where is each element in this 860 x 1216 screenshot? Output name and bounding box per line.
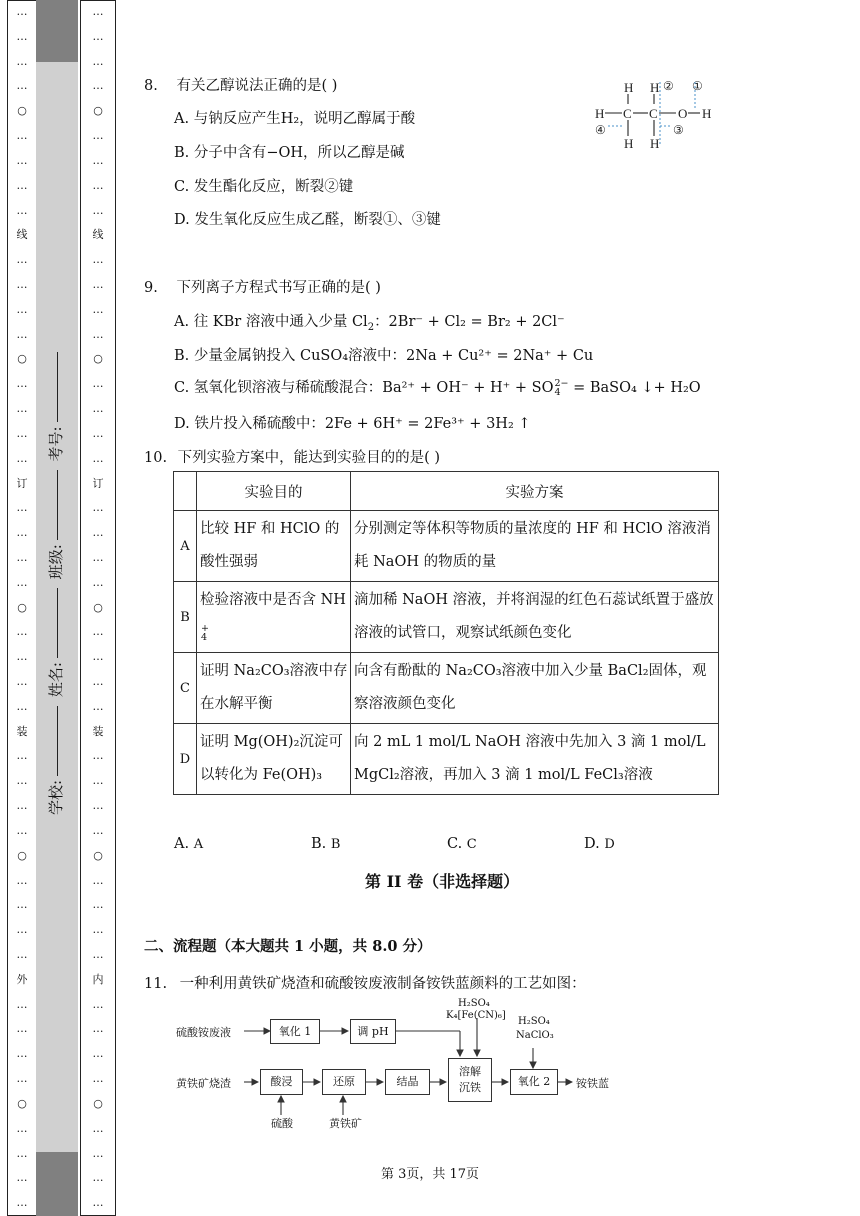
struct-bond-4: ④ [595, 123, 606, 137]
outer-binding-mark: … [16, 550, 28, 564]
table-header-goal: 实验目的 [197, 472, 351, 511]
flow-reagent-top-1: H₂SO₄ [458, 998, 490, 1009]
q9-option-a[interactable]: A. 往 KBr 溶液中通入少量 $Cl_2$：2Br⁻ + Cl₂ = Br₂ + 2Cl⁻ [174, 314, 565, 333]
row-goal-b [197, 582, 351, 653]
table-header-blank [174, 472, 197, 511]
inner-binding-mark: … [92, 451, 104, 465]
q9-option-a-equation: ：2Br⁻ + Cl₂ = Br₂ + 2Cl⁻ [374, 314, 565, 330]
outer-binding-mark: … [16, 1022, 28, 1036]
outer-binding-mark: … [16, 5, 28, 18]
inner-binding-mark: … [92, 1121, 104, 1135]
outer-binding-mark: … [16, 526, 28, 540]
flow-input-1: 硫酸铵废液 [176, 1026, 231, 1039]
outer-binding-mark: 线 [16, 228, 28, 242]
inner-binding-mark: ○ [93, 600, 103, 614]
flow-box-acid-leach: 酸浸 [260, 1069, 303, 1095]
q9-option-d[interactable] [174, 412, 531, 433]
q10-answer-d[interactable] [584, 836, 615, 852]
q8-option-d[interactable] [174, 208, 441, 229]
exam-no-label: 考号: [47, 426, 65, 462]
row-goal-b-sub: 4 [201, 632, 208, 643]
outer-binding-mark: 装 [16, 724, 28, 738]
part2-title: 第 II 卷（非选择题） [365, 872, 520, 891]
inner-binding-mark: … [92, 327, 104, 341]
flow-input-2: 黄铁矿烧渣 [176, 1077, 231, 1090]
row-label-b: B [174, 582, 197, 653]
row-goal-b-text: 检验溶液中是否含 NH [200, 592, 346, 608]
struct-h-bot2: H [650, 136, 660, 151]
flow-arrows [170, 998, 630, 1128]
q8-option-a[interactable] [174, 107, 415, 128]
outer-binding-mark: ○ [17, 600, 27, 614]
q9-option-d-text: 铁片投入稀硫酸中：2Fe + 6H⁺ = 2Fe³⁺ + 3H₂ ↑ [194, 416, 531, 432]
student-info-strip [36, 0, 78, 1216]
outer-binding-mark: … [16, 451, 28, 465]
inner-binding-mark: 线 [92, 228, 104, 242]
row-plan-a: 分别测定等体积等物质的量浓度的 HF 和 HClO 溶液消耗 NaOH 的物质的量 [351, 511, 719, 582]
outer-binding-mark: … [16, 1121, 28, 1135]
inner-binding-mark: … [92, 1171, 104, 1185]
name-label: 姓名: [47, 662, 65, 698]
row-goal-a: 比较 HF 和 HClO 的酸性强弱 [197, 511, 351, 582]
outer-binding-mark: … [16, 1047, 28, 1061]
table-row [174, 653, 719, 724]
outer-binding-mark: … [16, 650, 28, 664]
q11-stem-text: 一种利用黄铁矿烧渣和硫酸铵废液制备铵铁蓝颜料的工艺如图： [179, 976, 586, 992]
inner-binding-mark: … [92, 302, 104, 316]
table-header-plan: 实验方案 [351, 472, 719, 511]
outer-binding-mark: ○ [17, 352, 27, 366]
q8-option-c[interactable] [174, 175, 353, 196]
inner-binding-mark: … [92, 799, 104, 813]
struct-h-top1: H [624, 80, 634, 95]
inner-binding-mark: … [92, 575, 104, 589]
flow-box-oxidation-1: 氧化 1 [270, 1019, 320, 1044]
inner-binding-mark: … [92, 402, 104, 416]
class-label: 班级: [47, 544, 65, 580]
q10-answer-c-letter: C. [447, 836, 463, 852]
inner-binding-mark: … [92, 823, 104, 837]
q8-option-c-text: 发生酯化反应，断裂②键 [193, 179, 354, 195]
inner-binding-mark: … [92, 948, 104, 962]
q8-number: 8. [144, 78, 158, 94]
inner-binding-mark: … [92, 129, 104, 143]
outer-binding-mark: … [16, 253, 28, 267]
q11-number: 11. [144, 976, 168, 992]
flow-product: 铵铁蓝 [576, 1077, 609, 1090]
struct-bond-1: ① [692, 79, 703, 93]
flow-dissolve-bottom: 沉铁 [459, 1081, 481, 1094]
inner-binding-mark: … [92, 1146, 104, 1160]
outer-binding-mark: … [16, 1196, 28, 1210]
q9-number: 9. [144, 280, 158, 296]
row-goal-d: 证明 Mg(OH)₂沉淀可以转化为 Fe(OH)₃ [197, 724, 351, 795]
q9-option-a-letter: A. [174, 314, 190, 330]
inner-binding-mark: … [92, 153, 104, 167]
outer-binding-mark: … [16, 774, 28, 788]
row-plan-c: 向含有酚酞的 Na₂CO₃溶液中加入少量 BaCl₂固体，观察溶液颜色变化 [351, 653, 719, 724]
q10-answer-d-text: D [604, 837, 615, 852]
flow-below-leach: 硫酸 [271, 1117, 293, 1130]
inner-binding-mark: … [92, 277, 104, 291]
inner-binding-mark: … [92, 923, 104, 937]
outer-binding-mark: … [16, 948, 28, 962]
inner-binding-mark: 内 [92, 972, 104, 986]
outer-binding-mark: … [16, 1171, 28, 1185]
q9-option-c-text: 氢氧化钡溶液与稀硫酸混合：Ba²⁺ + OH⁻ + H⁺ + SO [193, 380, 554, 396]
outer-binding-mark: … [16, 823, 28, 837]
inner-binding-mark: … [92, 550, 104, 564]
flow-box-crystallize: 结晶 [385, 1069, 430, 1095]
inner-binding-mark: … [92, 699, 104, 713]
outer-binding-mark: … [16, 1146, 28, 1160]
q8-option-b-letter: B. [174, 145, 190, 161]
inner-binding-mark: 装 [92, 724, 104, 738]
q11-stem [144, 972, 586, 993]
row-label-d: D [174, 724, 197, 795]
inner-binding-marks [88, 0, 108, 1216]
q10-answer-a-letter: A. [174, 836, 190, 852]
school-label: 学校: [47, 779, 65, 815]
q8-option-a-letter: A. [174, 111, 190, 127]
row-goal-b-sup: + [201, 623, 209, 634]
q9-stem [144, 276, 381, 297]
outer-binding-mark: … [16, 873, 28, 887]
inner-binding-mark: … [92, 625, 104, 639]
q10-answer-d-letter: D. [584, 836, 600, 852]
outer-binding-mark: … [16, 575, 28, 589]
row-label-a: A [174, 511, 197, 582]
strip-band-bottom [36, 1152, 78, 1216]
q9-option-c-sub: 4 [554, 387, 561, 398]
outer-binding-mark: … [16, 501, 28, 515]
flow-reagent-ox2-2: NaClO₃ [516, 1030, 554, 1041]
q10-answer-a-text: A [193, 837, 204, 852]
inner-binding-mark: … [92, 54, 104, 68]
table-row [174, 582, 719, 653]
flow-box-oxidation-2: 氧化 2 [510, 1069, 558, 1095]
inner-binding-mark: … [92, 1072, 104, 1086]
q8-option-a-text: 与钠反应产生H₂，说明乙醇属于酸 [193, 111, 416, 127]
q10-answer-c-text: C [466, 837, 477, 852]
q9-option-b[interactable] [174, 344, 593, 365]
struct-c1: C [623, 106, 632, 121]
outer-binding-mark: … [16, 625, 28, 639]
inner-binding-mark: … [92, 203, 104, 217]
inner-binding-mark: … [92, 675, 104, 689]
outer-binding-mark: 订 [16, 476, 28, 490]
outer-binding-mark: … [16, 923, 28, 937]
q9-option-a-text: 往 KBr 溶液中通入少量 Cl [193, 314, 368, 330]
table-row [174, 724, 719, 795]
q9-option-c-sup: 2− [554, 378, 569, 389]
inner-binding-mark: … [92, 774, 104, 788]
inner-binding-mark: … [92, 377, 104, 391]
inner-binding-mark: … [92, 79, 104, 93]
outer-binding-mark: … [16, 799, 28, 813]
outer-binding-mark: 外 [16, 972, 28, 986]
inner-binding-mark: … [92, 1196, 104, 1210]
struct-h-right: H [702, 106, 712, 121]
inner-binding-mark: … [92, 178, 104, 192]
q8-option-c-letter: C. [174, 179, 190, 195]
section2-title: 二、流程题（本大题共 1 小题，共 8.0 分） [144, 938, 432, 955]
outer-binding-mark: … [16, 997, 28, 1011]
flow-reagent-top-2: K₄[Fe(CN)₆] [446, 1010, 506, 1021]
inner-binding-mark: … [92, 253, 104, 267]
outer-binding-mark: … [16, 1072, 28, 1086]
q9-option-d-letter: D. [174, 416, 190, 432]
inner-binding-mark: … [92, 426, 104, 440]
inner-binding-mark: 订 [92, 476, 104, 490]
q8-stem [144, 74, 337, 95]
page-footer: 第 3页，共 17页 [380, 1167, 480, 1182]
q8-stem-text: 有关乙醇说法正确的是( ) [176, 78, 338, 94]
inner-binding-mark: … [92, 898, 104, 912]
outer-binding-mark: … [16, 277, 28, 291]
inner-binding-mark: … [92, 526, 104, 540]
struct-h-bot1: H [624, 136, 634, 151]
outer-binding-mark: ○ [17, 104, 27, 118]
strip-band-top [36, 0, 78, 62]
struct-o: O [678, 106, 688, 121]
q10-answer-b[interactable] [311, 836, 340, 852]
outer-binding-marks [12, 0, 32, 1216]
inner-binding-mark: … [92, 1022, 104, 1036]
outer-binding-mark: … [16, 129, 28, 143]
outer-binding-mark: … [16, 699, 28, 713]
inner-binding-mark: ○ [93, 104, 103, 118]
struct-h-top2: H [650, 80, 660, 95]
inner-binding-mark: … [92, 501, 104, 515]
flow-below-reduce: 黄铁矿 [329, 1117, 362, 1130]
q9-stem-text: 下列离子方程式书写正确的是( ) [176, 280, 381, 296]
outer-binding-mark: … [16, 178, 28, 192]
q9-option-c[interactable] [174, 376, 701, 397]
q9-option-c-letter: C. [174, 380, 190, 396]
row-label-c: C [174, 653, 197, 724]
q8-option-b[interactable] [174, 141, 405, 162]
outer-binding-mark: … [16, 426, 28, 440]
row-goal-c: 证明 Na₂CO₃溶液中存在水解平衡 [197, 653, 351, 724]
flow-box-dissolve [448, 1058, 492, 1102]
struct-c2: C [649, 106, 658, 121]
flow-dissolve-top: 溶解 [459, 1065, 481, 1078]
outer-binding-mark: … [16, 749, 28, 763]
q9-option-b-text: 少量金属钠投入 CuSO₄溶液中：2Na + Cu²⁺ = 2Na⁺ + Cu [193, 348, 594, 364]
struct-bond-2: ② [663, 79, 674, 93]
outer-binding-mark: … [16, 675, 28, 689]
outer-binding-mark: … [16, 898, 28, 912]
experiment-table [173, 471, 719, 795]
q10-stem-text: 下列实验方案中，能达到实验目的的是( ) [177, 450, 441, 466]
inner-binding-mark: ○ [93, 848, 103, 862]
outer-binding-mark: ○ [17, 848, 27, 862]
outer-binding-mark: … [16, 302, 28, 316]
q10-answer-b-letter: B. [311, 836, 327, 852]
struct-bond-3: ③ [673, 123, 684, 137]
q8-option-b-text: 分子中含有−OH，所以乙醇是碱 [193, 145, 405, 161]
q10-answer-a[interactable] [174, 836, 203, 852]
flow-box-adjust-ph: 调 pH [350, 1019, 396, 1044]
outer-binding-mark: … [16, 203, 28, 217]
q10-stem [144, 446, 440, 467]
table-header-row [174, 472, 719, 511]
school-field[interactable] [45, 348, 66, 815]
q8-option-d-letter: D. [174, 212, 190, 228]
flow-box-reduce: 还原 [322, 1069, 366, 1095]
outer-binding-mark: … [16, 54, 28, 68]
row-plan-d: 向 2 mL 1 mol/L NaOH 溶液中先加入 3 滴 1 mol/L MgCl₂溶液，再加入 3 滴 1 mol/L FeCl₃溶液 [351, 724, 719, 795]
q8-option-d-text: 发生氧化反应生成乙醛，断裂①、③键 [194, 212, 441, 228]
inner-binding-mark: … [92, 749, 104, 763]
q10-answer-b-text: B [330, 837, 341, 852]
q10-number: 10. [144, 450, 168, 466]
q9-option-c-equation: = BaSO₄ ↓+ H₂O [568, 380, 701, 396]
struct-h-left: H [595, 106, 605, 121]
row-plan-b: 滴加稀 NaOH 溶液，并将润湿的红色石蕊试纸置于盛放溶液的试管口，观察试纸颜色变化 [351, 582, 719, 653]
ethanol-structure-diagram [588, 74, 718, 154]
outer-binding-mark: … [16, 29, 28, 43]
inner-binding-mark: … [92, 873, 104, 887]
inner-binding-mark: … [92, 650, 104, 664]
outer-binding-mark: … [16, 153, 28, 167]
flow-reagent-ox2-1: H₂SO₄ [518, 1016, 550, 1027]
outer-binding-mark: … [16, 402, 28, 416]
inner-binding-mark: … [92, 5, 104, 18]
outer-binding-mark: … [16, 327, 28, 341]
q10-answer-c[interactable] [447, 836, 477, 852]
outer-binding-mark: … [16, 377, 28, 391]
q9-option-b-letter: B. [174, 348, 190, 364]
inner-binding-mark: … [92, 997, 104, 1011]
process-flow-diagram [170, 998, 630, 1128]
outer-binding-mark: ○ [17, 1096, 27, 1110]
inner-binding-mark: … [92, 29, 104, 43]
inner-binding-mark: ○ [93, 352, 103, 366]
inner-binding-mark: ○ [93, 1096, 103, 1110]
inner-binding-mark: … [92, 1047, 104, 1061]
table-row [174, 511, 719, 582]
outer-binding-mark: … [16, 79, 28, 93]
